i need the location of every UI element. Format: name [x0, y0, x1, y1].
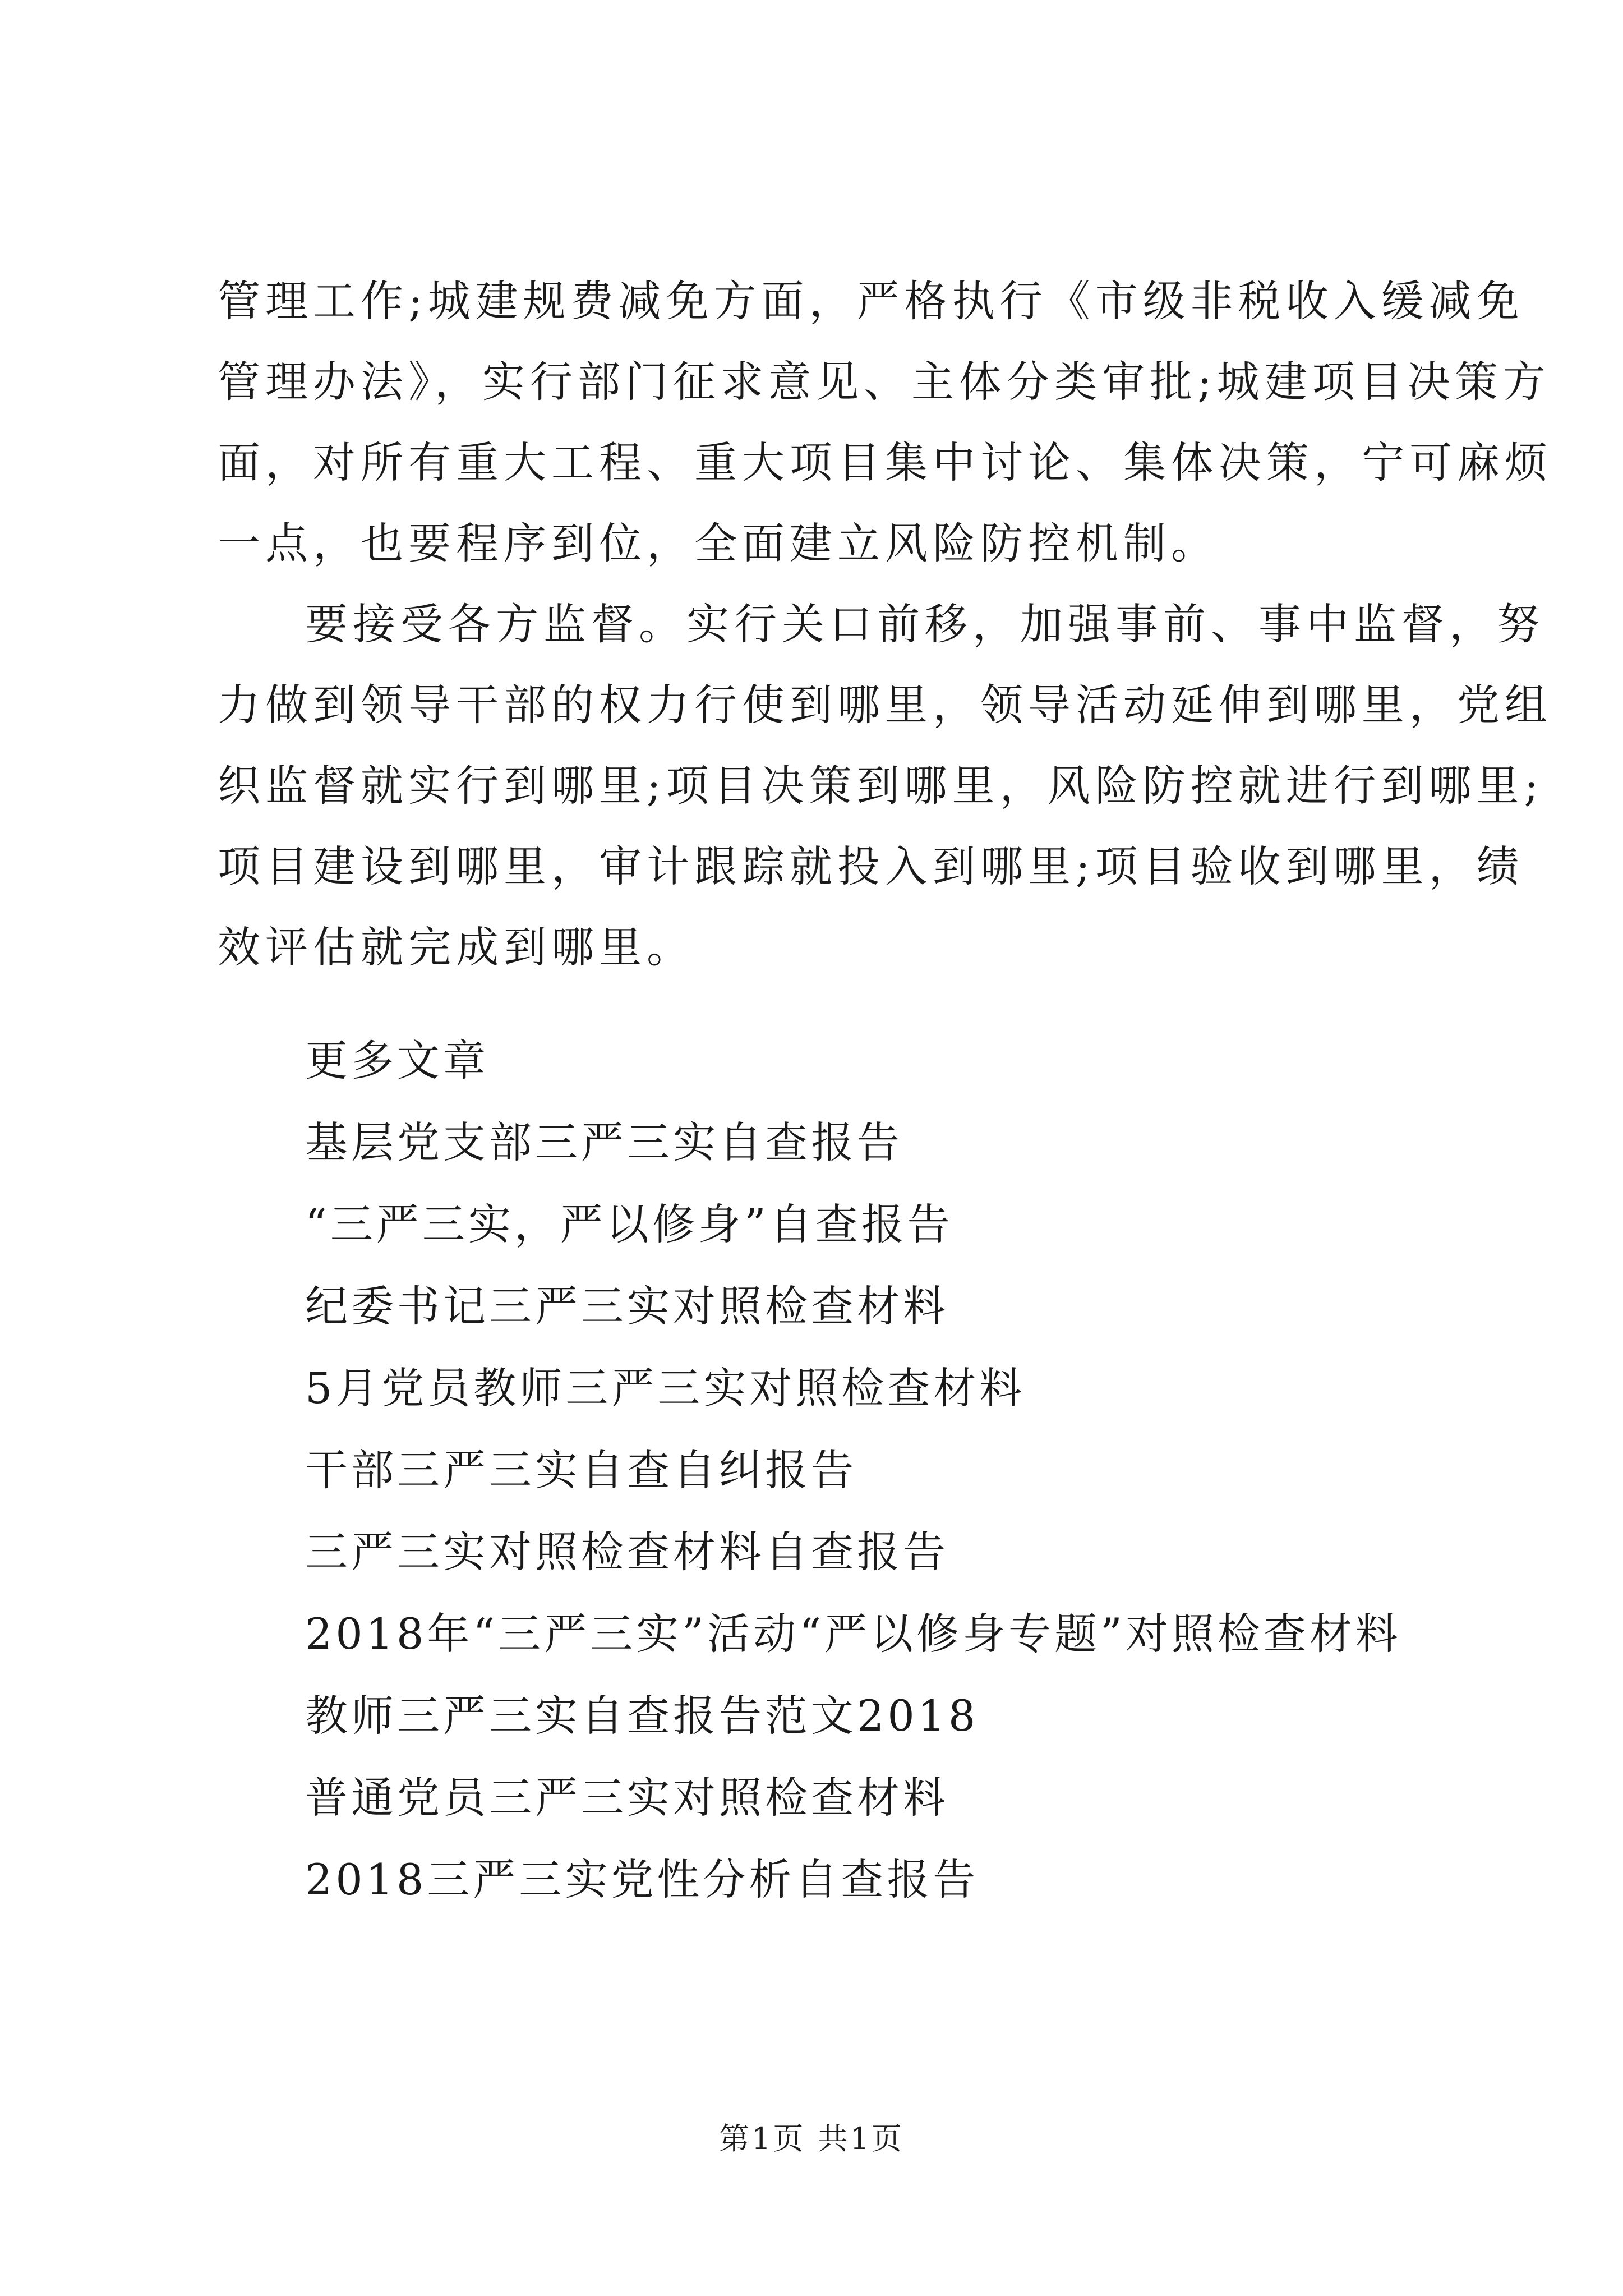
article-link[interactable]: 基层党支部三严三实自查报告: [305, 1117, 903, 1167]
article-link[interactable]: 教师三严三实自查报告范文2018: [305, 1691, 979, 1741]
article-link[interactable]: 2018年“三严三实”活动“严以修身专题”对照检查材料: [305, 1609, 1401, 1659]
article-link[interactable]: 干部三严三实自查自纠报告: [305, 1445, 857, 1495]
paragraph-line: 效评估就完成到哪里。: [218, 922, 694, 972]
article-link[interactable]: “三严三实，严以修身”自查报告: [305, 1199, 953, 1249]
document-body: [218, 261, 1552, 988]
paragraph-line: 项目建设到哪里，审计跟踪就投入到哪里;项目验收到哪里，绩: [218, 841, 1524, 891]
article-link[interactable]: 普通党员三严三实对照检查材料: [305, 1773, 949, 1823]
paragraph-line: 管理办法》，实行部门征求意见、主体分类审批;城建项目决策方: [218, 357, 1551, 407]
paragraph-line: 织监督就实行到哪里;项目决策到哪里，风险防控就进行到哪里;: [218, 761, 1544, 811]
more-articles-section: [305, 1020, 1427, 1921]
paragraph-line: 力做到领导干部的权力行使到哪里，领导活动延伸到哪里，党组: [218, 680, 1552, 730]
paragraph-line: 面，对所有重大工程、重大项目集中讨论、集体决策，宁可麻烦: [218, 438, 1552, 487]
article-link[interactable]: 三严三实对照检查材料自查报告: [305, 1527, 949, 1577]
paragraph-line: 一点，也要程序到位，全面建立风险防控机制。: [218, 518, 1219, 568]
article-link[interactable]: 5月党员教师三严三实对照检查材料: [305, 1363, 1026, 1413]
page-footer: 第1页 共1页: [719, 2121, 904, 2156]
paragraph-line: 管理工作;城建规费减免方面，严格执行《市级非税收入缓减免: [218, 276, 1524, 326]
article-link[interactable]: 纪委书记三严三实对照检查材料: [305, 1281, 949, 1331]
article-link[interactable]: 2018三严三实党性分析自查报告: [305, 1855, 979, 1904]
paragraph-line: 要接受各方监督。实行关口前移，加强事前、事中监督，努: [305, 599, 1544, 649]
more-articles-heading: 更多文章: [305, 1036, 489, 1085]
